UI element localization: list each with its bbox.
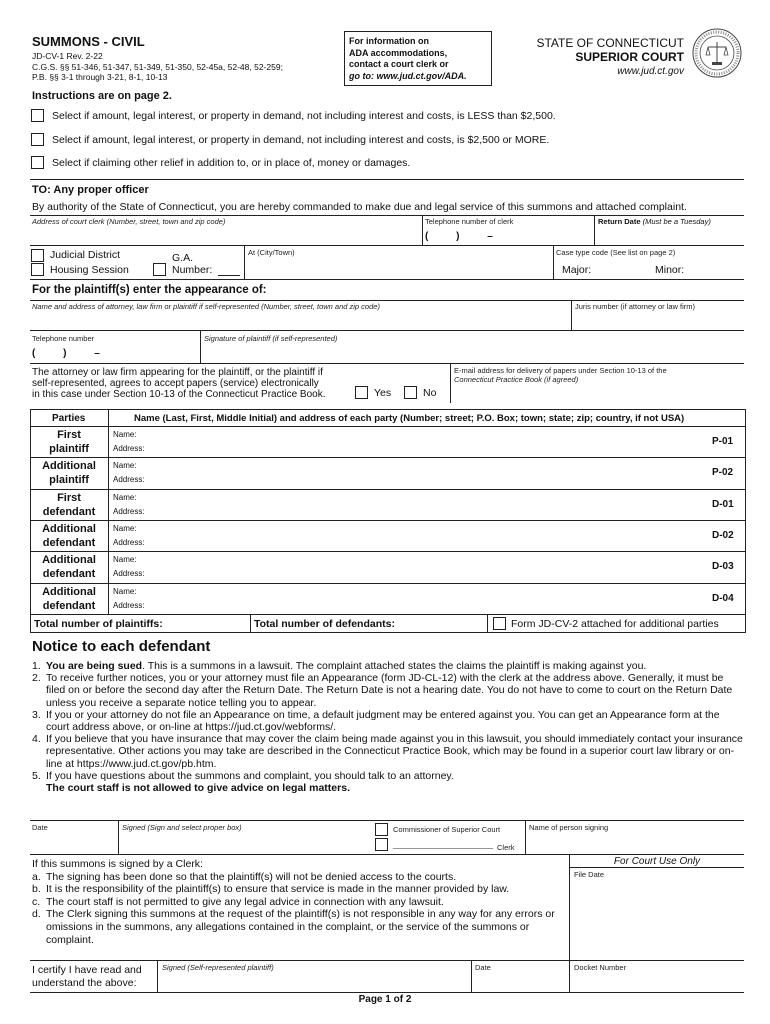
command-text: By authority of the State of Connecticut, you are hereby commanded to make due and legal service of this summons and attached complaint. [32, 201, 687, 213]
party-code: P-01 [712, 436, 734, 447]
party-type-line: Additional [42, 585, 96, 598]
court-use-label: For Court Use Only [613, 856, 701, 867]
juris-number-field[interactable] [575, 313, 741, 328]
date-label: Date [32, 823, 48, 832]
clerk-label: Clerk [497, 843, 515, 852]
page-number: Page 1 of 2 [358, 994, 412, 1005]
party-code: D-01 [712, 498, 734, 510]
party-code: D-02 [712, 529, 734, 541]
party-name-label: Name: [113, 461, 137, 471]
clerk-notes [32, 858, 562, 946]
major-label: Major: [562, 264, 592, 276]
email-label-line: E-mail address for delivery of papers under Section 10-13 of the [454, 366, 667, 375]
party-address-field[interactable] [152, 473, 702, 486]
party-type-line: plaintiff [49, 474, 89, 487]
clerk-item [32, 871, 562, 884]
item-number: 5. [32, 769, 41, 782]
consent-no-checkbox[interactable] [404, 386, 417, 399]
party-name-field[interactable] [142, 522, 702, 535]
consent-line: The attorney or law firm appearing for the plaintiff, or the plaintiff if [32, 367, 323, 378]
party-type-line: First [57, 491, 81, 504]
party-address-label: Address: [113, 537, 145, 547]
notice-bold-text: You are being sued [46, 660, 143, 672]
notice-text: If you have questions about the summons and complaint, you should talk to an attorney. [46, 769, 454, 782]
judicial-district-label: Judicial District [50, 249, 121, 261]
party-code: D-04 [712, 592, 734, 604]
item-letter: d. [32, 908, 41, 921]
clerk-checkbox[interactable] [375, 838, 388, 851]
item-number: 1. [32, 660, 41, 672]
clerk-intro: If this summons is signed by a Clerk: [32, 858, 203, 870]
return-date-title: Return Date [598, 217, 641, 226]
item-letter: a. [32, 870, 41, 883]
court-address-field[interactable] [32, 229, 420, 243]
plaintiff-signature-field[interactable] [204, 346, 742, 361]
file-date-label: File Date [574, 870, 605, 879]
party-name-field[interactable] [142, 491, 702, 504]
party-name-field[interactable] [142, 428, 702, 441]
notice-item [32, 733, 744, 770]
party-name-label: Name: [113, 492, 137, 502]
attorney-name-field[interactable] [32, 313, 567, 328]
self-signed-label: Signed (Self-represented plaintiff) [162, 963, 274, 972]
clerk-phone-field[interactable]: ( ) – [425, 231, 493, 242]
party-address-label: Address: [113, 506, 145, 516]
commissioner-checkbox[interactable] [375, 823, 388, 836]
party-type-line: defendant [42, 568, 96, 581]
judicial-district-checkbox[interactable] [31, 249, 44, 262]
case-type-label: Case type code (See list on page 2) [556, 248, 676, 257]
party-name-label: Name: [113, 586, 137, 596]
clerk-item-text: The signing has been done so that the plaintiff(s) will not be denied access to the courts. [46, 870, 457, 883]
name-col-header: Name (Last, First, Middle Initial) and address of each party (Number; street; P.O. Box; town; state; zip; country, if not USA) [134, 413, 685, 424]
certify-label: I certify I have read and understand the above: [32, 964, 142, 989]
state-name: STATE OF CONNECTICUT [536, 36, 684, 50]
plaintiff-heading: For the plaintiff(s) enter the appearance of: [32, 284, 267, 296]
option-label: Select if amount, legal interest, or property in demand, not including interest and costs, is LESS than $2,500. [52, 110, 556, 122]
party-type-label [31, 428, 107, 456]
notice-heading: Notice to each defendant [32, 638, 211, 655]
housing-session-checkbox[interactable] [31, 263, 44, 276]
ada-line: ADA accommodations, [349, 47, 448, 58]
party-address-field[interactable] [152, 442, 702, 455]
signed-label: Signed (Sign and select proper box) [122, 823, 242, 832]
consent-yes-checkbox[interactable] [355, 386, 368, 399]
notice-item [32, 770, 744, 782]
party-type-line: defendant [42, 599, 96, 612]
option-2500-or-more[interactable] [31, 133, 44, 151]
housing-session-label: Housing Session [50, 264, 129, 276]
self-signature-field[interactable] [162, 975, 467, 990]
party-name-label: Name: [113, 523, 137, 533]
notice-text: If you or your attorney do not file an Appearance on time, a default judgment may be entered against you. You can get an Appearance form at the court address above, or on-line at https://jud.ct.gov/webforms/. [46, 708, 720, 734]
notice-item [32, 672, 744, 709]
consent-line: in this case under Section 10-13 of the Connecticut Practice Book. [32, 389, 326, 400]
instructions-note: Instructions are on page 2. [32, 90, 172, 102]
notice-item [32, 660, 744, 672]
notice-text: . This is a summons in a lawsuit. The complaint attached states the claims the plaintiff is making against you. [142, 660, 647, 672]
staff-note: The court staff is not allowed to give advice on legal matters. [46, 782, 350, 795]
party-name-field[interactable] [142, 459, 702, 472]
email-label-line: Connecticut Practice Book (if agreed) [454, 375, 579, 384]
minor-label: Minor: [655, 264, 685, 276]
party-type-line: Additional [42, 522, 96, 535]
party-name-field[interactable] [142, 585, 702, 598]
party-type-label [31, 522, 107, 550]
ga-number-label: Number: [172, 264, 213, 276]
signer-name-label: Name of person signing [529, 823, 609, 832]
signer-name-field[interactable] [529, 835, 742, 852]
party-name-field[interactable] [142, 553, 702, 566]
ada-line: For information on [349, 36, 429, 46]
party-type-line: defendant [42, 536, 96, 549]
item-number: 2. [32, 672, 41, 685]
ada-box [344, 31, 492, 86]
juris-number-label: Juris number (if attorney or law firm) [575, 302, 696, 311]
party-code: P-02 [712, 467, 734, 479]
court-address-label: Address of court clerk (Number, street, town and zip code) [32, 217, 226, 226]
statutes-line-1: C.G.S. §§ 51-346, 51-347, 51-349, 51-350, 52-45a, 52-48, 52-259; [32, 62, 283, 72]
form-title: SUMMONS - CIVIL [32, 34, 145, 49]
party-name-label: Name: [113, 555, 137, 565]
party-address-field[interactable] [152, 599, 702, 612]
total-plaintiffs-label: Total number of plaintiffs: [34, 618, 163, 630]
party-type-label [31, 585, 107, 613]
ga-label: G.A. [172, 252, 194, 264]
website: www.jud.ct.gov [617, 66, 684, 77]
parties-col-header: Parties [52, 413, 86, 424]
notice-list [32, 660, 744, 794]
clerk-item [32, 896, 562, 909]
party-name-label: Name: [113, 430, 137, 439]
to-heading: TO: Any proper officer [32, 184, 149, 196]
party-type-label [31, 491, 107, 519]
commissioner-label: Commissioner of Superior Court [393, 825, 501, 834]
party-address-field[interactable] [152, 567, 702, 580]
signature-field[interactable] [122, 835, 372, 852]
total-defendants-label: Total number of defendants: [254, 618, 395, 630]
consent-yes-label: Yes [374, 387, 392, 399]
party-type-label [31, 553, 107, 581]
party-address-label: Address: [113, 475, 145, 485]
option-label: Select if claiming other relief in addition to, or in place of, money or damages. [52, 157, 411, 169]
party-address-label: Address: [113, 444, 145, 453]
consent-line: self-represented, agrees to accept papers (service) electronically [32, 378, 319, 389]
party-type-line: First [57, 429, 81, 441]
party-type-line: defendant [42, 505, 96, 518]
notice-item [32, 709, 744, 733]
party-type-label [31, 459, 107, 487]
ga-checkbox[interactable] [153, 263, 166, 276]
party-type-line: Additional [42, 554, 96, 567]
return-date-hint: (Must be a Tuesday) [642, 217, 711, 226]
city-town-field[interactable] [248, 259, 548, 277]
docket-number-label: Docket Number [574, 963, 627, 972]
option-other-relief[interactable] [31, 156, 44, 174]
sign-date-field[interactable] [32, 835, 116, 852]
checkbox[interactable] [31, 156, 44, 169]
item-number: 3. [32, 708, 41, 721]
certify-date-field[interactable] [475, 975, 567, 990]
clerk-item [32, 908, 562, 946]
consent-no-label: No [423, 387, 437, 399]
clerk-line: ________________________ [393, 840, 494, 849]
party-address-field[interactable] [152, 536, 702, 549]
clerk-item-text: It is the responsibility of the plaintiff(s) to ensure that service is made in the manner provided by law. [46, 883, 510, 896]
state-seal-icon [692, 28, 742, 78]
clerk-item-text: The Clerk signing this summons at the request of the plaintiff(s) is not responsible in any way for any errors or omissions in the summons, any allegations contained in the complaint, or the service of the summons or complaint. [46, 908, 555, 946]
e-service-consent [32, 367, 326, 400]
ada-line: go to: www.jud.ct.gov/ADA. [349, 70, 467, 81]
checkbox[interactable] [31, 133, 44, 146]
party-type-line: plaintiff [49, 443, 89, 455]
form-revision: JD-CV-1 Rev. 2-22 [32, 51, 103, 61]
item-letter: b. [32, 883, 41, 896]
party-code: D-03 [712, 561, 734, 573]
return-date-field[interactable] [598, 229, 742, 243]
option-label: Select if amount, legal interest, or property in demand, not including interest and costs, is $2,500 or MORE. [52, 134, 550, 146]
certify-date-label: Date [475, 963, 491, 972]
clerk-item [32, 883, 562, 896]
plaintiff-phone-label: Telephone number [32, 334, 95, 343]
statutes-line-2: P.B. §§ 3-1 through 3-21, 8-1, 10-13 [32, 72, 168, 82]
plaintiff-phone-field[interactable]: ( ) – [32, 348, 100, 359]
clerk-phone-label: Telephone number of clerk [425, 217, 514, 226]
form-jd-cv-2-checkbox[interactable] [493, 617, 506, 630]
attorney-name-label: Name and address of attorney, law firm or plaintiff if self-represented (Number, street, town and zip code) [32, 302, 380, 311]
option-less-than-2500[interactable] [31, 109, 44, 127]
item-letter: c. [32, 895, 41, 908]
email-label [454, 366, 667, 384]
party-type-line: Additional [42, 460, 96, 473]
checkbox[interactable] [31, 109, 44, 122]
party-address-label: Address: [113, 569, 145, 579]
ada-line: contact a court clerk or [349, 59, 449, 69]
party-address-label: Address: [113, 600, 145, 610]
party-address-field[interactable] [152, 505, 702, 518]
city-town-label: At (City/Town) [248, 248, 295, 257]
return-date-label [598, 217, 711, 226]
plaintiff-signature-label: Signature of plaintiff (if self-represented) [204, 334, 338, 343]
court-name: SUPERIOR COURT [575, 50, 684, 64]
notice-text: To receive further notices, you or your attorney must file an Appearance (form JD-CL-12) with the clerk at the address above. Generally, it must be filed on or before the second day after the Return Date. The Return Date is not a hearing date. You do not have to come to court on the Return Date unless you receive a separate notice telling you to appear. [46, 672, 733, 709]
notice-text: If you believe that you have insurance that may cover the claim being made against you in this lawsuit, you should immediately contact your insurance representative. Other actions you may take are described in the Connecticut Practice Book, which may be found in a superior court law library or on-line at https://www.jud.ct.gov/pb.htm. [46, 733, 743, 770]
form-attached-label: Form JD-CV-2 attached for additional parties [511, 618, 719, 630]
email-field[interactable] [454, 386, 742, 401]
clerk-item-text: The court staff is not permitted to give any legal advice in connection with any lawsuit. [46, 895, 444, 908]
item-number: 4. [32, 733, 41, 746]
ga-number-field[interactable] [218, 275, 240, 276]
